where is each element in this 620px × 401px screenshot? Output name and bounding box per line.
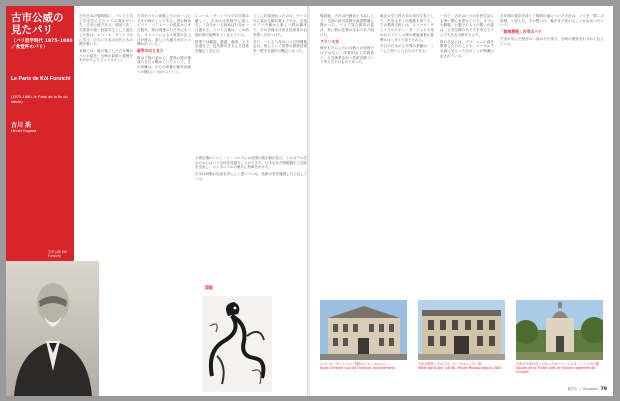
text-column: [195, 14, 249, 54]
text-column: [79, 14, 133, 63]
paragraph: 彼の日記には、ブローニュの森を散策した日のことや、ルーヴルで名画に見入った日のことが簡潔に記されている。: [440, 39, 494, 58]
figure-caption: [418, 362, 506, 370]
figure-caption: [516, 362, 604, 375]
section-heading: フランス式: [320, 38, 339, 44]
text-column: [195, 156, 307, 182]
dragon-ink-illustration: [202, 296, 272, 392]
portrait-photo: [6, 261, 99, 396]
left-page: [6, 6, 308, 396]
text-column: [253, 14, 307, 54]
page-footer: [567, 386, 607, 392]
photo-hotel-particulier: [418, 300, 505, 360]
paragraph: とくに印象深かったのは、セーヌ川に架かる橋の数々である。石造のアーチ橋から新しい鉄の橋まで、その多様さは若き技術者の目を強く引きつけた。: [253, 14, 307, 37]
portrait-caption: 古市公威 Kōi Furuichi: [48, 250, 67, 258]
paragraph: 帰国後、古市は内務省土木局に入り、全国の河川改修や港湾整備に携わった。パリで見た都市の姿は、常に彼の仕事の手本であり続けた。: [320, 14, 374, 37]
figure-caption-fr: École Centrale (vue de l'avenue, actuellement): [320, 366, 396, 371]
photo-square-church: [516, 300, 603, 360]
paragraph: また、一八七八年のパリ万国博覧会は、彼にとって世界の最新技術を一望する絶好の機会となった。: [253, 39, 307, 53]
text-column: [500, 14, 604, 46]
paragraph: 授業では橋梁、鉄道、港湾、上下水道など、近代都市を支える技術を幅広く学んだ。: [195, 39, 249, 53]
page-number: 79: [600, 387, 607, 392]
figure-label: 図版: [205, 285, 213, 290]
photo-ecole-centrale: [320, 300, 407, 360]
figure-caption-fr: Hôtel particulier (1878), Musée Picasso depuis 1985: [418, 366, 502, 371]
paragraph: 近代日本の黎明期に、パリで土木工学を学んだひとりの青年がいた。古市公威である。明治八年、文部省の第一回留学生として渡仏した彼は、エコール・サントラルに学び、のちに日本の近代土木の礎を築いた。: [79, 14, 133, 47]
figure-caption-jp: 古市の下宿の近くにあったカーマ・ジュヌ・ド・パリ広場: [516, 362, 599, 366]
author-name-jp: 古川 浩: [11, 122, 32, 129]
paragraph: 東京大学工科大学の初代学長として、古市は多くの後進を育てた。その教育方針には、エコール・サントラルやポン・ゼ・ショセで培われたフランス流の理論重視の姿勢がはっきりと見てとれる。: [380, 14, 434, 42]
paragraph: 彼は下宿の窓から、建設の進む街並みを日々眺めていたという。その体験は、のちの帝都の都市計画への関心につながっていく。: [137, 55, 191, 74]
right-page: [310, 6, 613, 396]
section-heading: 留学のはじまり: [137, 47, 164, 53]
figure-caption-jp: 古市が滞在したホテル「ル・カルム」の一帯: [418, 362, 482, 366]
paragraph: 今日の日本の土木界の基盤は、こうして形づくられたのである。: [380, 44, 434, 53]
paragraph: エコール・サントラルでの学業は厳しく、古市は日夜勉学に励んだ。「自分が一日休めば日本が一日遅れる」という言葉は、この時期の彼の姿勢をよく伝えている。: [195, 14, 249, 37]
article-title-fr: Le Paris de Kōi Furuichi: [11, 76, 71, 82]
figure-caption: [320, 362, 408, 370]
text-column: [440, 14, 494, 58]
article-subtitle-fr: (1875-1880, le Paris de la fin du siècle): [11, 94, 68, 104]
footer-label: 留学生 — Ryugaku: [567, 387, 598, 391]
paragraph: 古市が学んだ校舎の一部は今も残り、当時の面影をわずかに伝えている。: [500, 36, 604, 46]
text-column: [137, 14, 191, 74]
author-name-en: Hiroshi Kagawa: [11, 129, 37, 133]
figure-caption-fr: Square de la Trinité, près de l'ancien logement de Furuichi: [516, 366, 596, 375]
section-heading: 「師弟関係」古市のパリ: [500, 29, 542, 35]
paragraph: 五年間の留学を終えて帰国の途についた古市は、パリを「第二の故郷」と呼んだ。その想いは、晩年まで変わることがなかったという。: [500, 14, 604, 28]
text-column: [320, 14, 374, 65]
paragraph: 万博会場のシャン・ド・マルスには各国の展示館が並び、トロカデロ宮の丘からはパリ全体を見渡すことができた。日本もまた陶磁器や工芸品を出品し、ジャポニスムの流行に拍車をかけた。: [195, 156, 307, 170]
paragraph: 本稿では、彼が過ごした五年間のパリの姿を、当時の資料と書簡を手がかりにたどってみたい。: [79, 48, 133, 63]
text-column: [380, 14, 434, 54]
paragraph: 古市がパリに到着したのは一八七五年の秋のことである。普仏戦争とパリ・コミューンの混乱からまだ数年、街は再建のただ中にあった。オスマンによる大改造の仕上げが進み、新しい大通りが次々と開かれていた。: [137, 14, 191, 47]
paragraph: 古市は同胞の出品を誇らしく思いつつも、技術の差を痛感したと記している。: [195, 172, 307, 181]
article-title-jp: 古市公威の見たパリ: [11, 12, 64, 36]
article-subtitle-jp: （パリ留学時代 1875–1880／食堂杯のパリ）: [11, 39, 73, 50]
paragraph: 一方で、古市はパリの市民生活にも深い関心を寄せていた。カフェや劇場、公園での人々の憩いの姿は、公共空間のあり方を考えるうえで大きな示唆を与えた。: [440, 14, 494, 37]
figure-caption-jp: エコール・サントラル（現在は「ル・カルム」）: [320, 362, 389, 366]
paragraph: 彼がもたらしたのは個々の技術だけではない。体系的な工学教育と、公共事業を担う技術官僚という考え方そのものであった。: [320, 46, 374, 65]
